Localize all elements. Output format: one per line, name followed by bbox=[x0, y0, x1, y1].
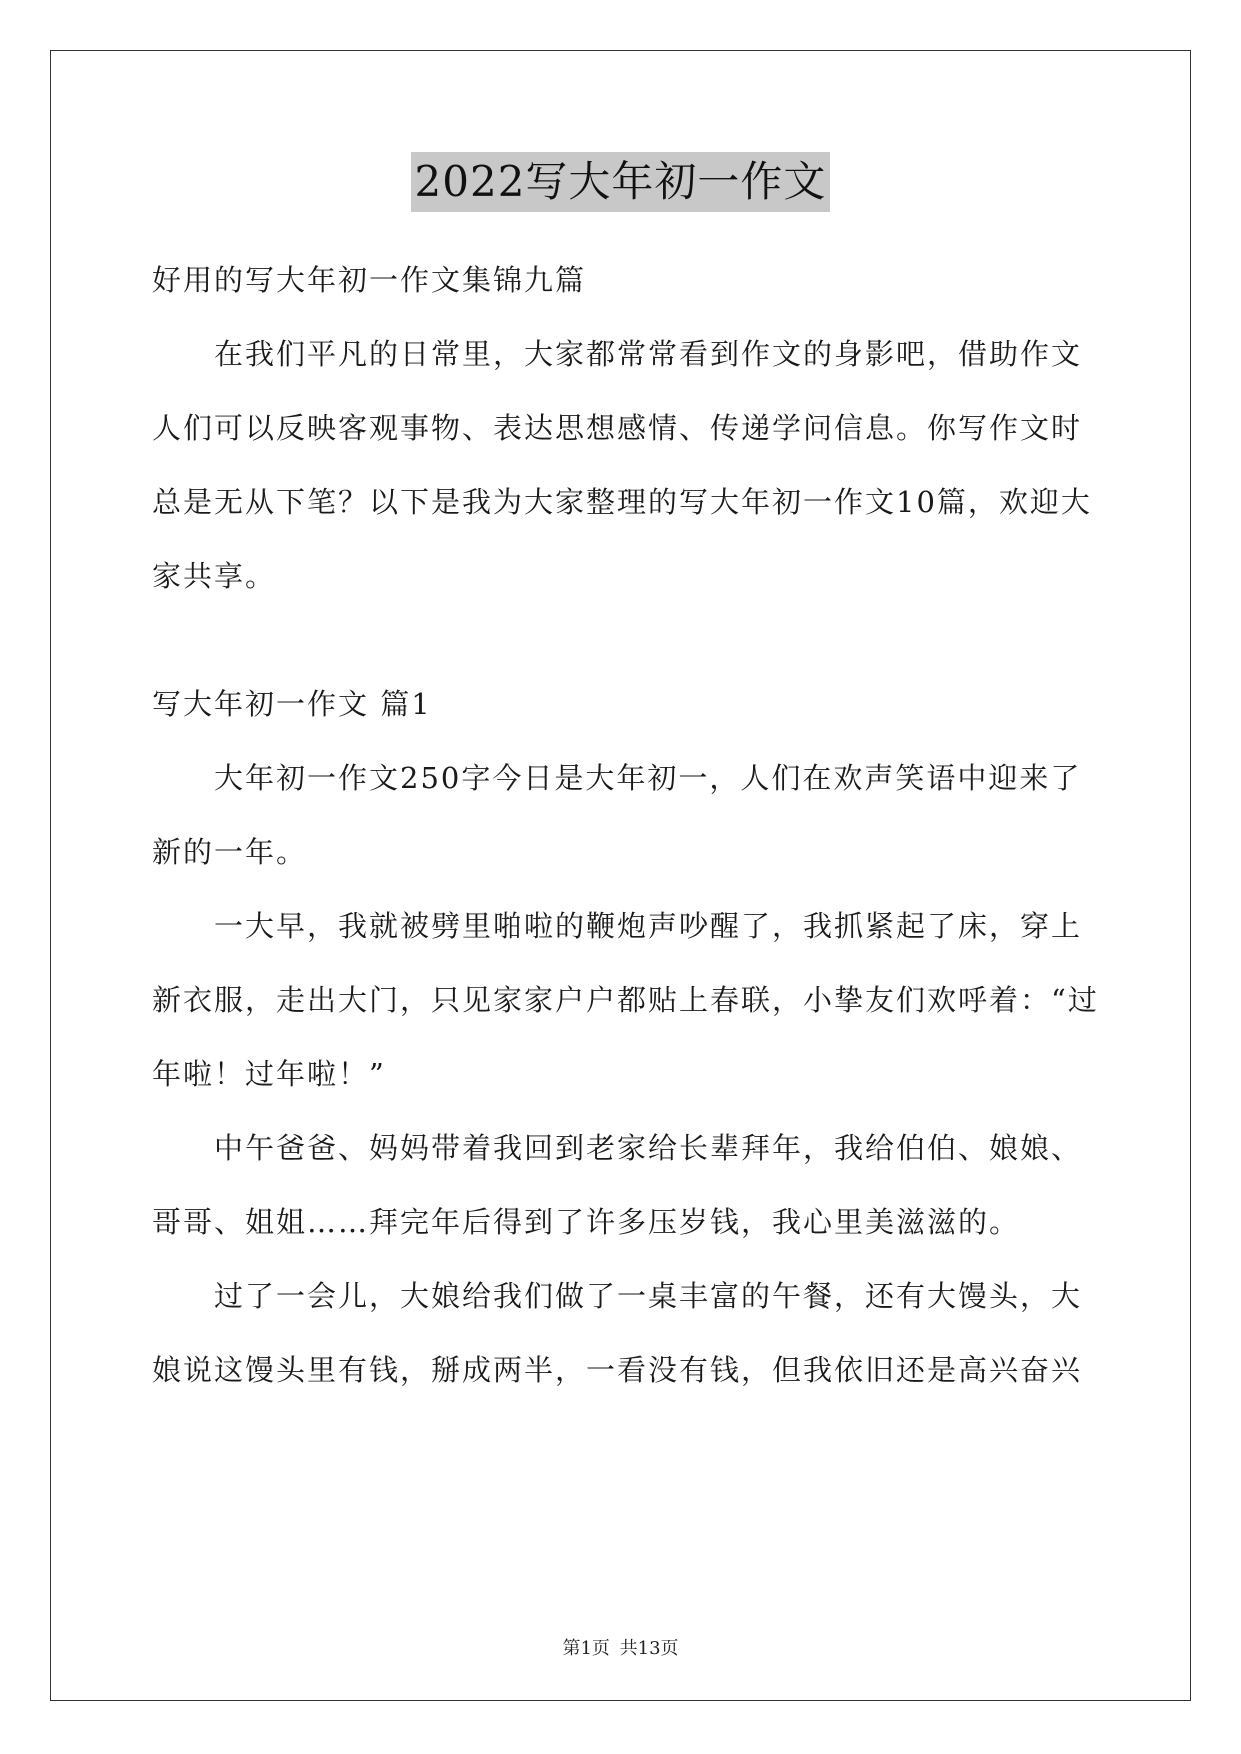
text-line: 过了一会儿，大娘给我们做了一桌丰富的午餐，还有大馒头，大 bbox=[214, 1279, 1083, 1313]
text-line: 娘说这馒头里有钱，掰成两半，一看没有钱，但我依旧还是高兴奋兴 bbox=[152, 1353, 1083, 1387]
paragraph-gap bbox=[152, 630, 1092, 684]
text-line: 好用的写大年初一作文集锦九篇 bbox=[152, 263, 587, 297]
text-line: 写大年初一作文 篇1 bbox=[152, 687, 432, 721]
page-number: 第1页 bbox=[562, 1638, 610, 1659]
text-line: 人们可以反映客观事物、表达思想感情、传递学问信息。你写作文时 bbox=[152, 411, 1083, 445]
text-line: 新的一年。 bbox=[152, 835, 308, 869]
text-line: 家共享。 bbox=[152, 559, 277, 593]
text-line: 在我们平凡的日常里，大家都常常看到作文的身影吧，借助作文 bbox=[214, 337, 1083, 371]
title-container bbox=[0, 152, 1241, 212]
text-line: 总是无从下笔？以下是我为大家整理的写大年初一作文10篇，欢迎大 bbox=[152, 485, 1092, 519]
text-line: 中午爸爸、妈妈带着我回到老家给长辈拜年，我给伯伯、娘娘、 bbox=[214, 1131, 1083, 1165]
page-total: 共13页 bbox=[619, 1638, 679, 1659]
document-body bbox=[152, 260, 1099, 1424]
text-line: 新衣服，走出大门，只见家家户户都贴上春联，小挚友们欢呼着：“过 bbox=[152, 983, 1099, 1017]
text-line: 哥哥、姐姐……拜完年后得到了许多压岁钱，我心里美滋滋的。 bbox=[152, 1205, 1021, 1239]
text-line: 一大早，我就被劈里啪啦的鞭炮声吵醒了，我抓紧起了床，穿上 bbox=[214, 909, 1083, 943]
document-title: 2022写大年初一作文 bbox=[411, 152, 831, 212]
text-line: 大年初一作文250字今日是大年初一，人们在欢声笑语中迎来了 bbox=[214, 761, 1082, 795]
page-footer bbox=[0, 1634, 1241, 1660]
text-line: 年啦！过年啦！” bbox=[152, 1057, 386, 1091]
